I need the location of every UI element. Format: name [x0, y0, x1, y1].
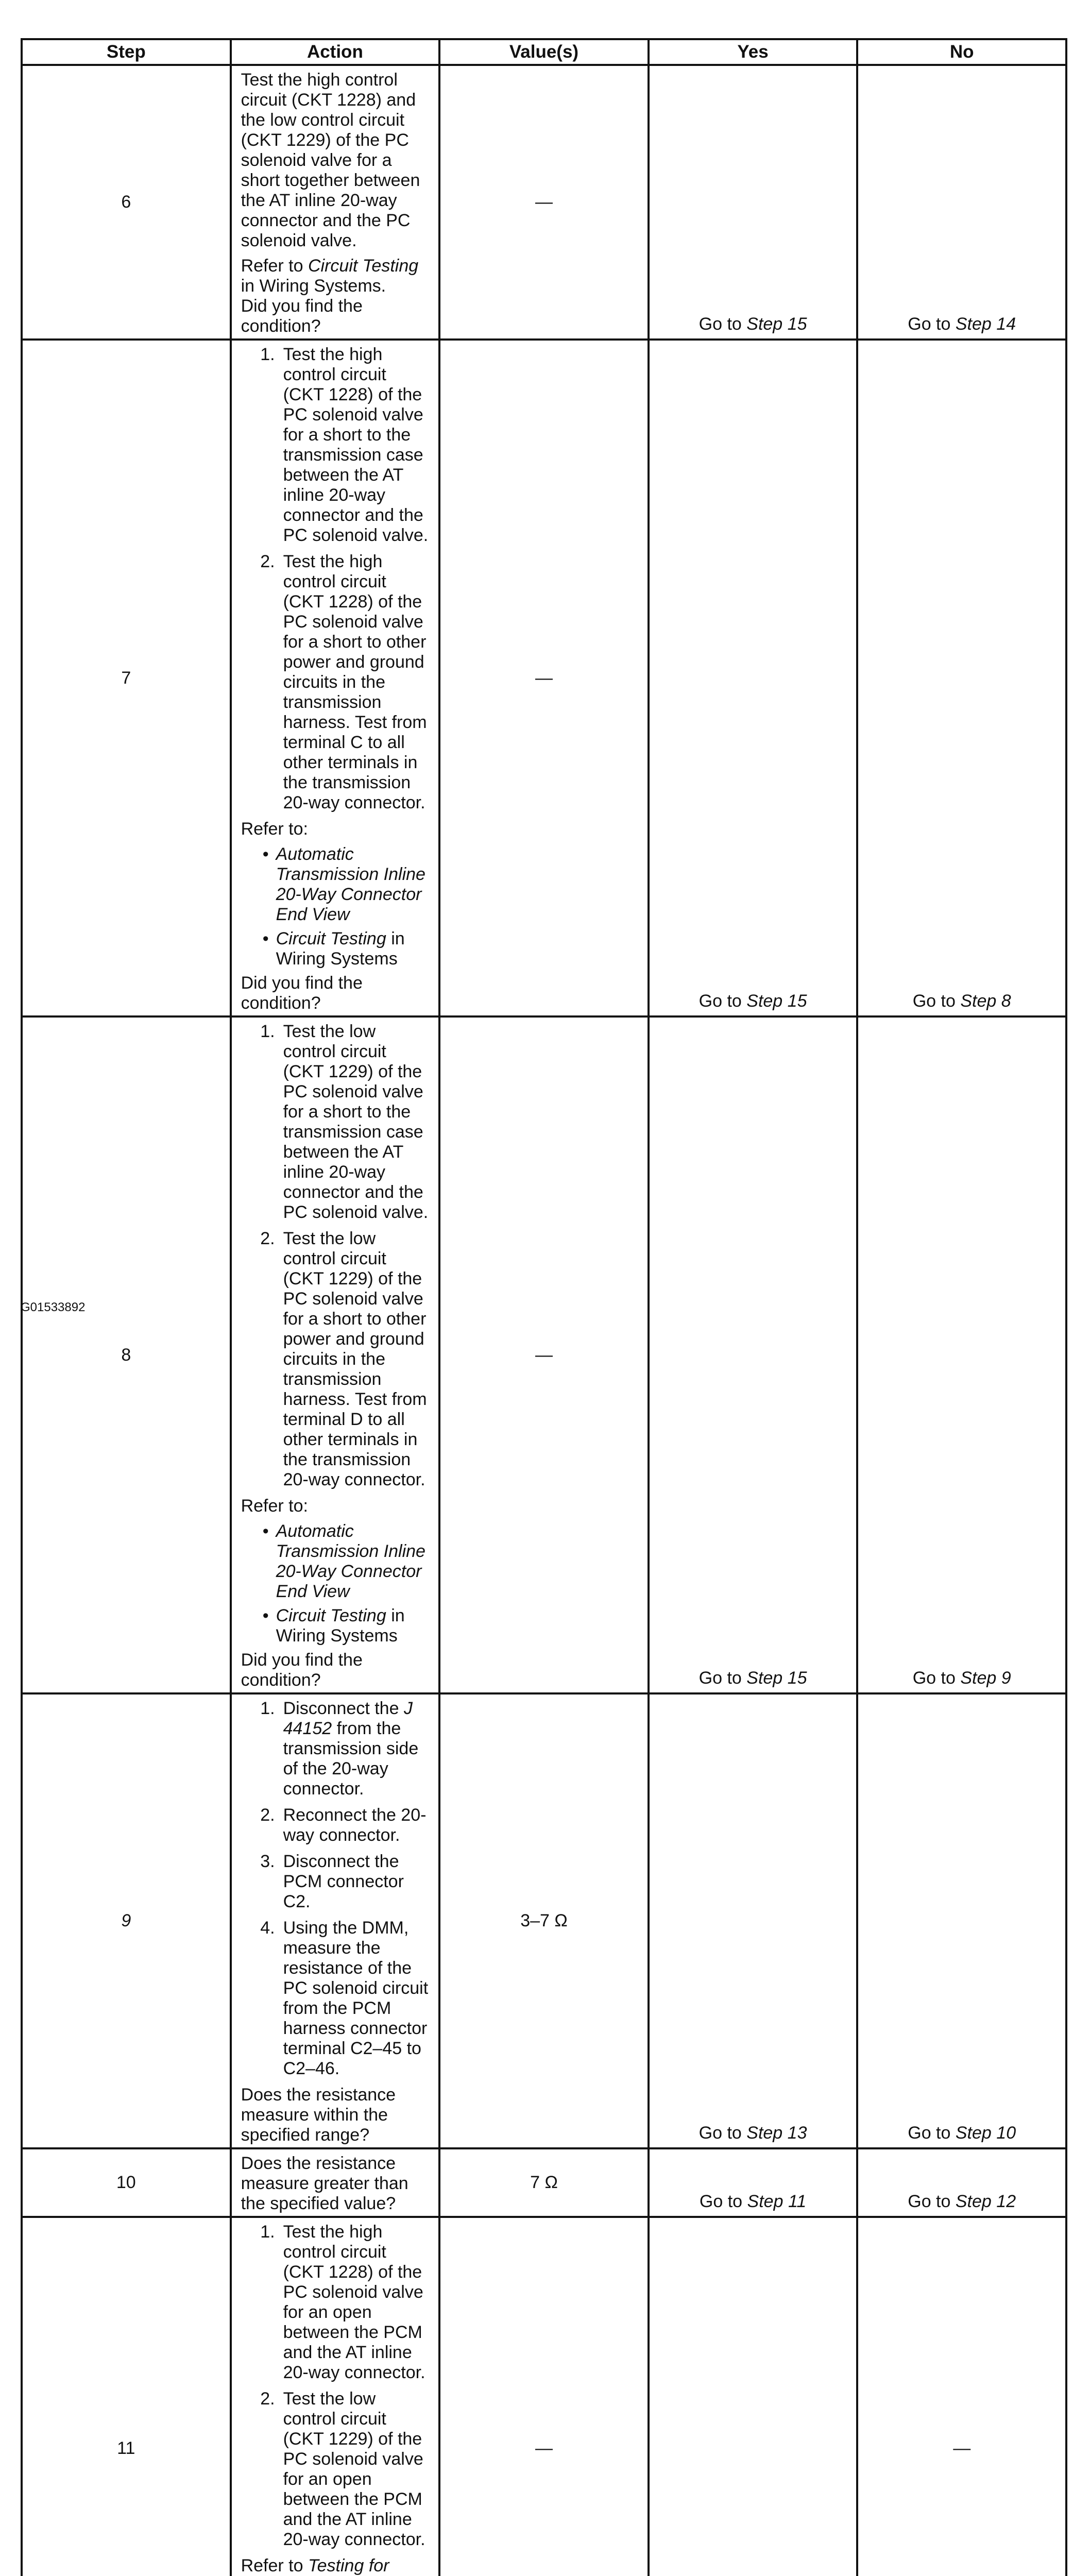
step-number: 9 [22, 1693, 231, 2148]
action-cell [231, 2217, 440, 2576]
list-item: 1. Test the high control circuit (CKT 1228) of the PC solenoid valve for an open between the PCM and the AT inline 20-way connector. [260, 2222, 425, 2382]
list-item: 1. Disconnect the J 44152 from the transmission side of the 20-way connector. [260, 1699, 419, 1799]
no-cell: Go to Step 10 [857, 1693, 1066, 2148]
list-item: 2. Test the high control circuit (CKT 1228) of the PC solenoid valve for a short to other power and ground circuits in the transmission harness. Test from terminal C to all other terminals in the transmission 20-way connector. [260, 552, 427, 812]
table-row [22, 2217, 1066, 2576]
question-text: Does the resistance measure greater than the specified value? [241, 2154, 408, 2213]
list-item: 1. Test the high control circuit (CKT 1228) of the PC solenoid valve for a short to the transmission case between the AT inline 20-way connector and the PC solenoid valve. [260, 345, 429, 545]
header-values: Value(s) [439, 39, 649, 65]
no-cell: Go to Step 14 [857, 65, 1066, 340]
yes-cell: Go to Step 13 [649, 1693, 858, 2148]
table-row [22, 340, 1066, 1016]
yes-cell: Go to Step 15 [649, 340, 858, 1016]
yes-cell: Go to Step 15 [649, 65, 858, 340]
diagnostic-table [21, 38, 1067, 2576]
no-cell: Go to Step 12 [857, 2148, 1066, 2217]
header-step: Step [22, 39, 231, 65]
header-row [22, 39, 1066, 65]
header-yes: Yes [649, 39, 858, 65]
header-no: No [857, 39, 1066, 65]
value-cell: 3–7 Ω [439, 1693, 649, 2148]
question-text: Did you find the condition? [241, 296, 363, 336]
question-text: Did you find the condition? [241, 1650, 363, 1690]
no-cell: — [857, 2217, 1066, 2576]
list-item: • Circuit Testing in Wiring Systems [262, 1606, 405, 1646]
list-item: 2. Test the low control circuit (CKT 1229) of the PC solenoid valve for a short to other power and ground circuits in the transmission harness. Test from terminal D to all other terminals in the transmission 20-way connector. [260, 1229, 427, 1489]
list-item: 4. Using the DMM, measure the resistance of the PC solenoid circuit from the PCM harness connector terminal C2–45 to C2–46. [260, 1918, 429, 2078]
list-item: • Circuit Testing in Wiring Systems [262, 929, 405, 969]
no-cell: Go to Step 9 [857, 1016, 1066, 1693]
action-cell [231, 65, 440, 340]
list-item: • Automatic Transmission Inline 20-Way Connector End View [262, 1521, 425, 1601]
list-item: 3. Disconnect the PCM connector C2. [260, 1852, 404, 1911]
yes-cell: Go to Step 15 [649, 1016, 858, 1693]
list-item: 2. Test the low control circuit (CKT 1229) of the PC solenoid valve for an open between the PCM and the AT inline 20-way connector. [260, 2389, 425, 2549]
list-item: 2. Reconnect the 20-way connector. [260, 1805, 427, 1845]
action-steps [241, 345, 430, 813]
value-cell: — [439, 340, 649, 1016]
action-steps [241, 1699, 430, 2079]
refer-line: Refer to: [241, 1496, 308, 1516]
value-cell: 7 Ω [439, 2148, 649, 2217]
reference-list [241, 844, 430, 969]
question-text: Did you find the condition? [241, 973, 363, 1013]
list-item: 1. Test the low control circuit (CKT 1229) of the PC solenoid valve for a short to the transmission case between the AT inline 20-way connector and the PC solenoid valve. [260, 1022, 429, 1222]
yes-cell: Go to Step 11 [649, 2148, 858, 2217]
action-steps [241, 1022, 430, 1490]
action-steps [241, 2222, 430, 2550]
action-cell [231, 2148, 440, 2217]
question-text: Does the resistance measure within the specified range? [241, 2085, 396, 2145]
value-cell: — [439, 65, 649, 340]
figure-id: G01533892 [21, 1300, 86, 1314]
action-cell [231, 1016, 440, 1693]
action-text: Test the high control circuit (CKT 1228) and the low control circuit (CKT 1229) of the PC solenoid valve for a short together between the AT inline 20-way connector and the PC solenoid valve. [241, 70, 420, 250]
step-number: 6 [22, 65, 231, 340]
table-row [22, 1693, 1066, 2148]
action-cell [231, 1693, 440, 2148]
value-cell: — [439, 1016, 649, 1693]
step-number: 8 [22, 1016, 231, 1693]
header-action: Action [231, 39, 440, 65]
refer-line: Refer to Circuit Testing in Wiring Systems. [241, 256, 419, 296]
step-number: 11 [22, 2217, 231, 2576]
table-row [22, 1016, 1066, 1693]
no-cell: Go to Step 8 [857, 340, 1066, 1016]
step-number: 10 [22, 2148, 231, 2217]
refer-line: Refer to: [241, 819, 308, 839]
yes-cell [649, 2217, 858, 2576]
table-row [22, 2148, 1066, 2217]
reference-list [241, 1521, 430, 1646]
list-item: • Automatic Transmission Inline 20-Way Connector End View [262, 844, 425, 924]
action-cell [231, 340, 440, 1016]
value-cell: — [439, 2217, 649, 2576]
step-number: 7 [22, 340, 231, 1016]
table-row [22, 65, 1066, 340]
refer-line: Refer to Testing for [241, 2556, 389, 2575]
